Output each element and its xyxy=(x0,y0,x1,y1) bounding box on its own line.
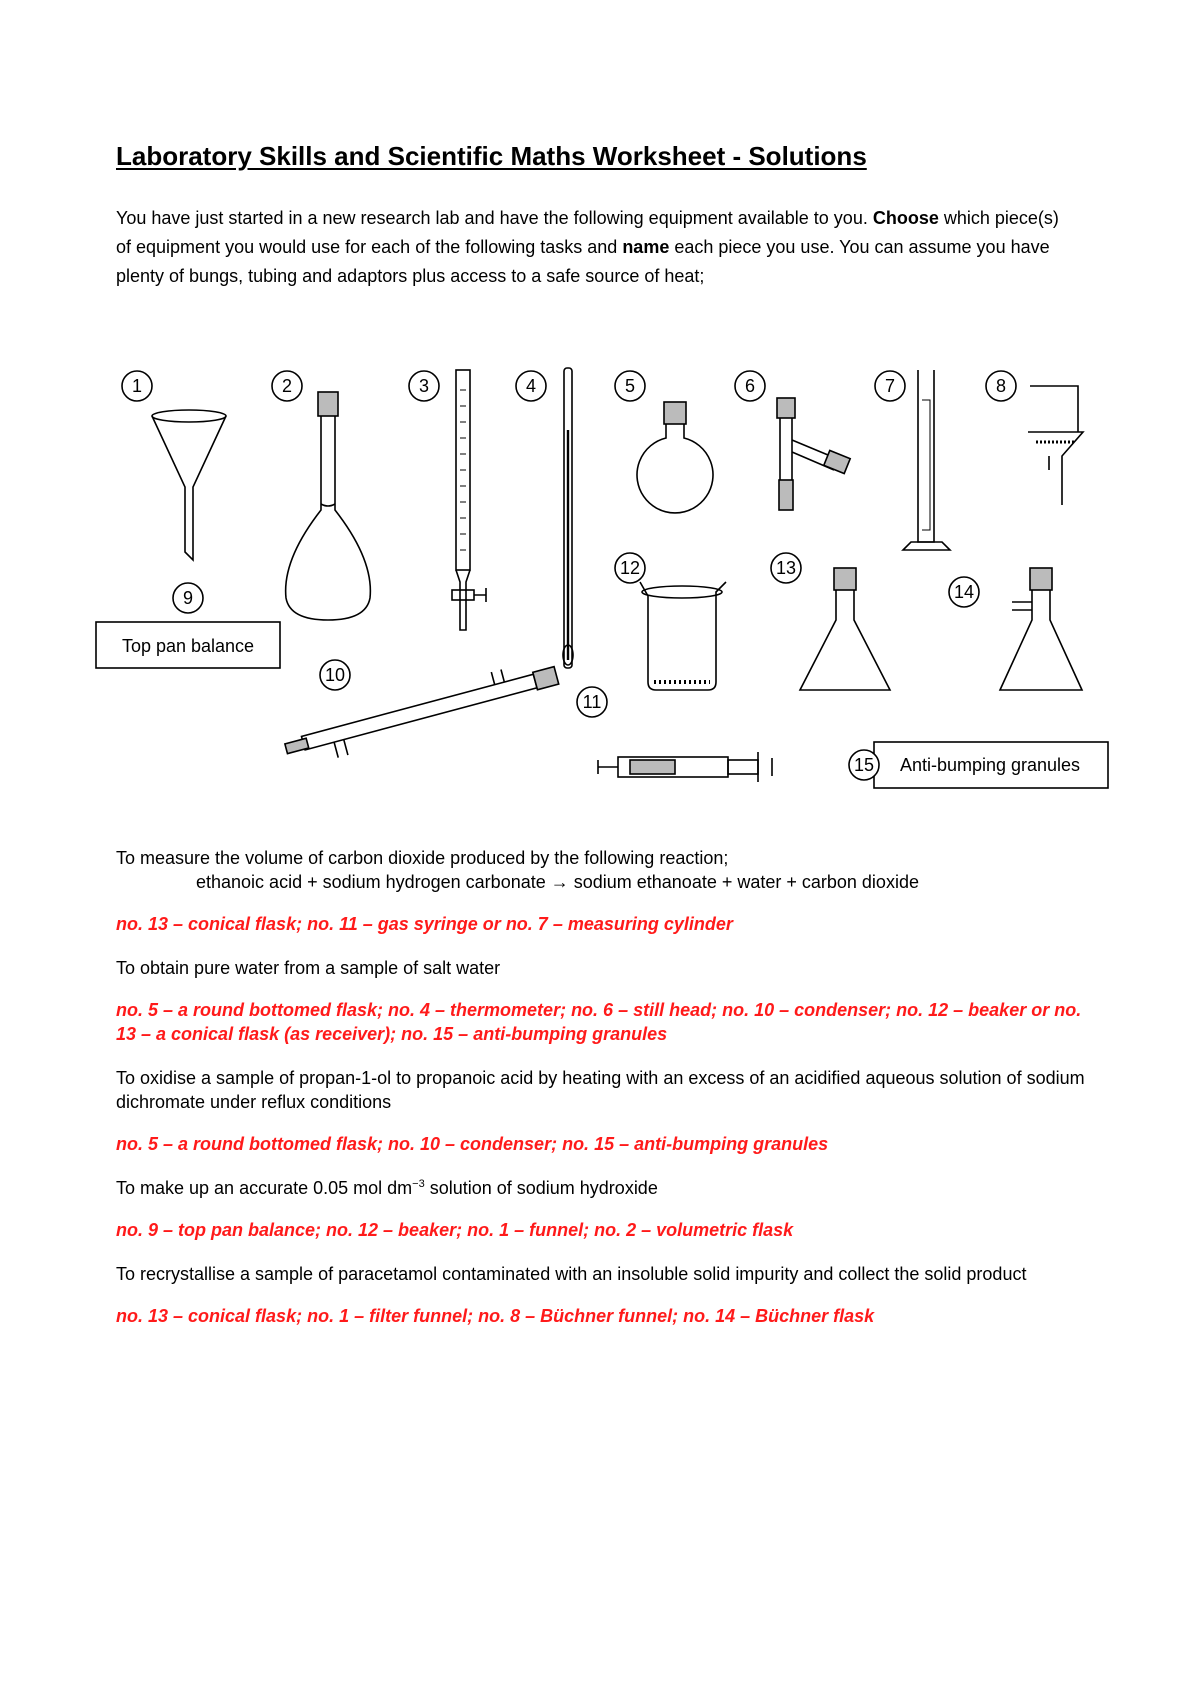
equipment-number-2: 2 xyxy=(281,376,293,396)
volumetric-flask-icon xyxy=(272,371,370,620)
equipment-number-12: 12 xyxy=(619,558,641,578)
equipment-number-10: 10 xyxy=(324,665,346,685)
condenser-icon xyxy=(281,656,563,770)
equipment-number-5: 5 xyxy=(624,376,636,396)
top-pan-balance-icon xyxy=(96,583,280,668)
equipment-diagram xyxy=(0,330,1200,800)
still-head-icon xyxy=(735,371,850,510)
equipment-number-9: 9 xyxy=(182,588,194,608)
equipment-number-14: 14 xyxy=(953,582,975,602)
task-question-4 xyxy=(116,1176,1096,1200)
task-question-2: To obtain pure water from a sample of salt water xyxy=(116,958,501,978)
thermometer-icon xyxy=(516,368,573,668)
task-answer-4: no. 9 – top pan balance; no. 12 – beaker; no. 1 – funnel; no. 2 – volumetric flask xyxy=(116,1220,794,1240)
task-question-1 xyxy=(116,846,1096,894)
round-bottom-flask-icon xyxy=(615,371,713,513)
equipment-number-13: 13 xyxy=(775,558,797,578)
beaker-icon xyxy=(615,553,726,690)
equipment-number-1: 1 xyxy=(131,376,143,396)
equipment-number-8: 8 xyxy=(995,376,1007,396)
equipment-number-3: 3 xyxy=(418,376,430,396)
intro-text-3: each piece you use. You can assume you have plenty of bungs, tubing and adaptors plus access to a safe source of heat; xyxy=(116,237,1050,286)
task-answer-3: no. 5 – a round bottomed flask; no. 10 – condenser; no. 15 – anti-bumping granules xyxy=(116,1134,829,1154)
task-answer-5: no. 13 – conical flask; no. 1 – filter funnel; no. 8 – Büchner funnel; no. 14 – Büchner flask xyxy=(116,1306,875,1326)
page-title: Laboratory Skills and Scientific Maths Worksheet - Solutions xyxy=(116,141,867,171)
equipment-number-11: 11 xyxy=(582,692,602,712)
intro-text-1: You have just started in a new research lab and have the following equipment available to you. xyxy=(116,208,873,228)
balance-label: Top pan balance xyxy=(121,636,255,656)
equipment-number-6: 6 xyxy=(744,376,756,396)
task-answer-2: no. 5 – a round bottomed flask; no. 4 – thermometer; no. 6 – still head; no. 10 – condenser; no. 12 – beaker or no. 13 – a conical flask (as receiver); no. 15 – anti-bumping granules xyxy=(116,1000,1082,1044)
granules-label: Anti-bumping granules xyxy=(899,755,1081,775)
task-answer-1: no. 13 – conical flask; no. 11 – gas syringe or no. 7 – measuring cylinder xyxy=(116,914,733,934)
measuring-cylinder-icon xyxy=(875,370,950,550)
burette-icon xyxy=(409,370,486,630)
task-1-question: To measure the volume of carbon dioxide produced by the following reaction; xyxy=(116,848,729,868)
equipment-number-7: 7 xyxy=(884,376,896,396)
funnel-icon xyxy=(122,371,226,560)
equipment-number-15: 15 xyxy=(853,755,875,775)
task-4-question-pre: To make up an accurate 0.05 mol dm xyxy=(116,1178,413,1198)
task-question-3: To oxidise a sample of propan-1-ol to propanoic acid by heating with an excess of an acidified aqueous solution of sodium dichromate under reflux conditions xyxy=(116,1068,1085,1112)
task-question-5: To recrystallise a sample of paracetamol contaminated with an insoluble solid impurity and collect the solid product xyxy=(116,1264,1027,1284)
task-4-superscript: −3 xyxy=(412,1178,425,1190)
intro-paragraph xyxy=(116,204,1076,291)
intro-bold-name: name xyxy=(622,237,670,257)
task-list xyxy=(116,846,1096,1348)
buchner-funnel-icon xyxy=(986,371,1083,505)
task-1-equation: ethanoic acid + sodium hydrogen carbonate → sodium ethanoate + water + carbon dioxide xyxy=(196,872,919,892)
conical-flask-icon xyxy=(771,553,890,690)
intro-text-2: which piece(s) of equipment you would use for each of the following tasks and xyxy=(116,208,1059,257)
intro-bold-choose: Choose xyxy=(872,208,939,228)
anti-bumping-granules-icon xyxy=(849,742,1108,788)
buchner-flask-icon xyxy=(949,568,1082,690)
equipment-number-4: 4 xyxy=(525,376,537,396)
task-4-question-post: solution of sodium hydroxide xyxy=(424,1178,658,1198)
gas-syringe-icon xyxy=(577,687,772,782)
